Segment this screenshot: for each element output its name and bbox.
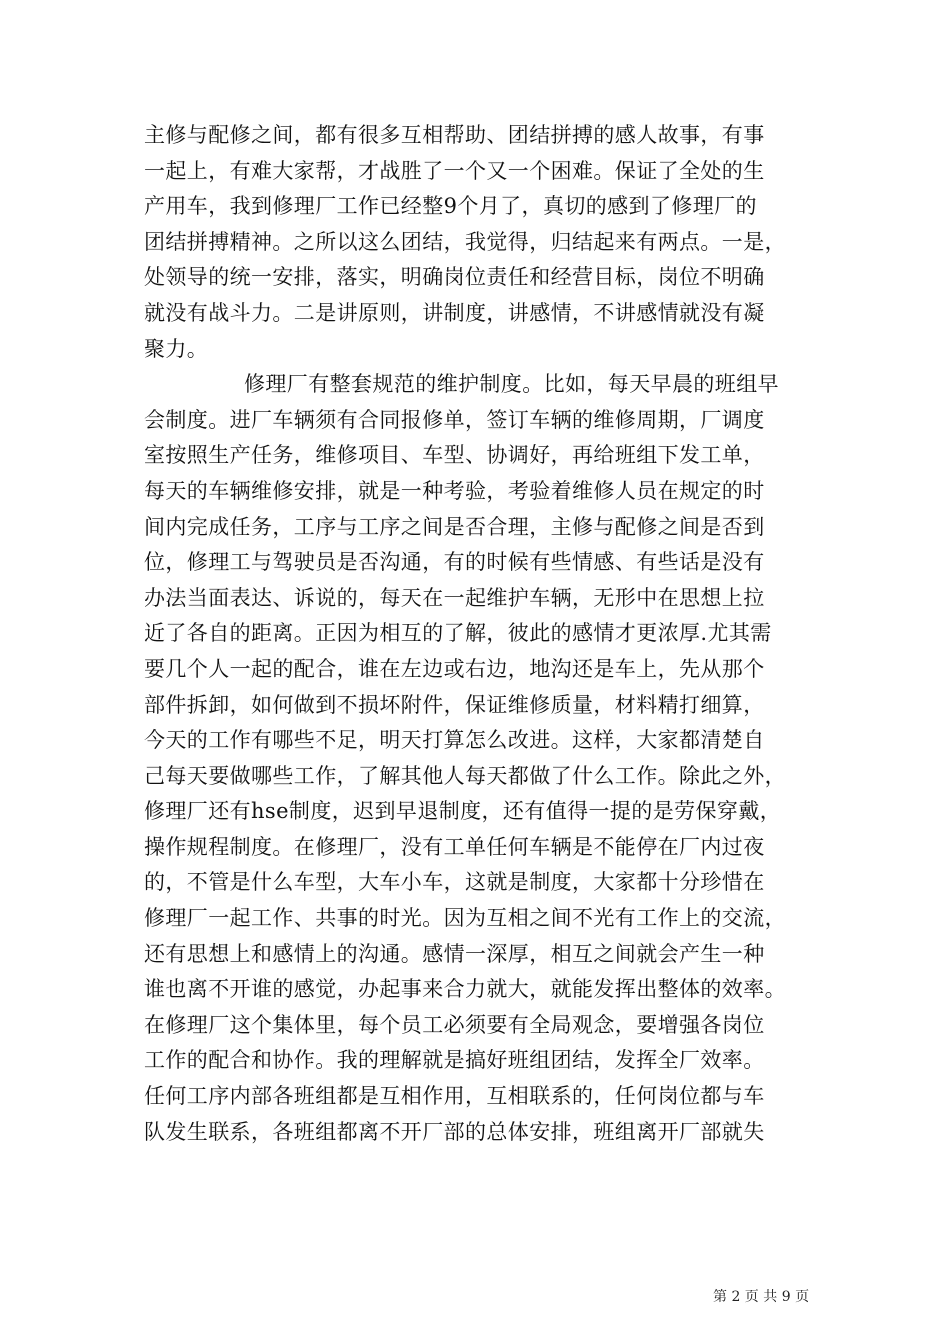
text-line: 任何工序内部各班组都是互相作用，互相联系的，任何岗位都与车: [144, 1084, 765, 1109]
text-line: 还有思想上和感情上的沟通。感情一深厚，相互之间就会产生一种: [144, 941, 765, 966]
text-line: 部件拆卸，如何做到不损坏附件，保证维修质量，材料精打细算，: [144, 692, 765, 717]
text-line: 今天的工作有哪些不足，明天打算怎么改进。这样，大家都清楚自: [144, 728, 765, 753]
page-number: 第 2 页 共 9 页: [713, 1289, 810, 1305]
paragraph-2: [144, 367, 814, 1150]
text-line: 修理厂还有hse制度，迟到早退制度，还有值得一提的是劳保穿戴，: [144, 799, 782, 824]
text-line: 室按照生产任务，维修项目、车型、协调好，再给班组下发工单，: [144, 443, 765, 468]
paragraph-1: [144, 118, 814, 367]
text-line: 队发生联系，各班组都离不开厂部的总体安排，班组离开厂部就失: [144, 1119, 765, 1144]
text-line: 处领导的统一安排，落实，明确岗位责任和经营目标，岗位不明确: [144, 265, 765, 290]
text-line: 主修与配修之间，都有很多互相帮助、团结拼搏的感人故事，有事: [144, 123, 765, 147]
text-line: 的，不管是什么车型，大车小车，这就是制度，大家都十分珍惜在: [144, 870, 765, 895]
text-line: 修理厂一起工作、共事的时光。因为互相之间不光有工作上的交流，: [144, 906, 786, 931]
text-line: 产用车，我到修理厂工作已经整9个月了，真切的感到了修理厂的: [144, 194, 757, 219]
text-line: 间内完成任务，工序与工序之间是否合理，主修与配修之间是否到: [144, 514, 765, 539]
text-line: 聚力。: [144, 336, 209, 361]
text-line: 谁也离不开谁的感觉，办起事来合力就大，就能发挥出整体的效率。: [144, 977, 786, 1002]
text-line: 会制度。进厂车辆须有合同报修单，签订车辆的维修周期，厂调度: [144, 407, 765, 432]
text-line: 团结拼搏精神。之所以这么团结，我觉得，归结起来有两点。一是，: [144, 229, 786, 254]
text-line: 一起上，有难大家帮，才战胜了一个又一个困难。保证了全处的生: [144, 158, 765, 183]
text-line: 每天的车辆维修安排，就是一种考验，考验着维修人员在规定的时: [144, 478, 765, 503]
text-line: 在修理厂这个集体里，每个员工必须要有全局观念，要增强各岗位: [144, 1012, 765, 1037]
text-line: 就没有战斗力。二是讲原则，讲制度，讲感情，不讲感情就没有凝: [144, 300, 765, 325]
text-line: 要几个人一起的配合，谁在左边或右边，地沟还是车上，先从那个: [144, 656, 765, 681]
body-text: [144, 118, 814, 1150]
text-line: 操作规程制度。在修理厂，没有工单任何车辆是不能停在厂内过夜: [144, 834, 765, 859]
text-line-indented: 修理厂有整套规范的维护制度。比如，每天早晨的班组早: [244, 372, 779, 397]
text-line: 办法当面表达、诉说的，每天在一起维护车辆，无形中在思想上拉: [144, 585, 765, 610]
text-line: 工作的配合和协作。我的理解就是搞好班组团结，发挥全厂效率。: [144, 1048, 765, 1073]
text-line: 近了各自的距离。正因为相互的了解，彼此的感情才更浓厚.尤其需: [144, 621, 772, 646]
text-line: 位，修理工与驾驶员是否沟通，有的时候有些情感、有些话是没有: [144, 550, 765, 575]
text-line: 己每天要做哪些工作，了解其他人每天都做了什么工作。除此之外，: [144, 763, 786, 788]
